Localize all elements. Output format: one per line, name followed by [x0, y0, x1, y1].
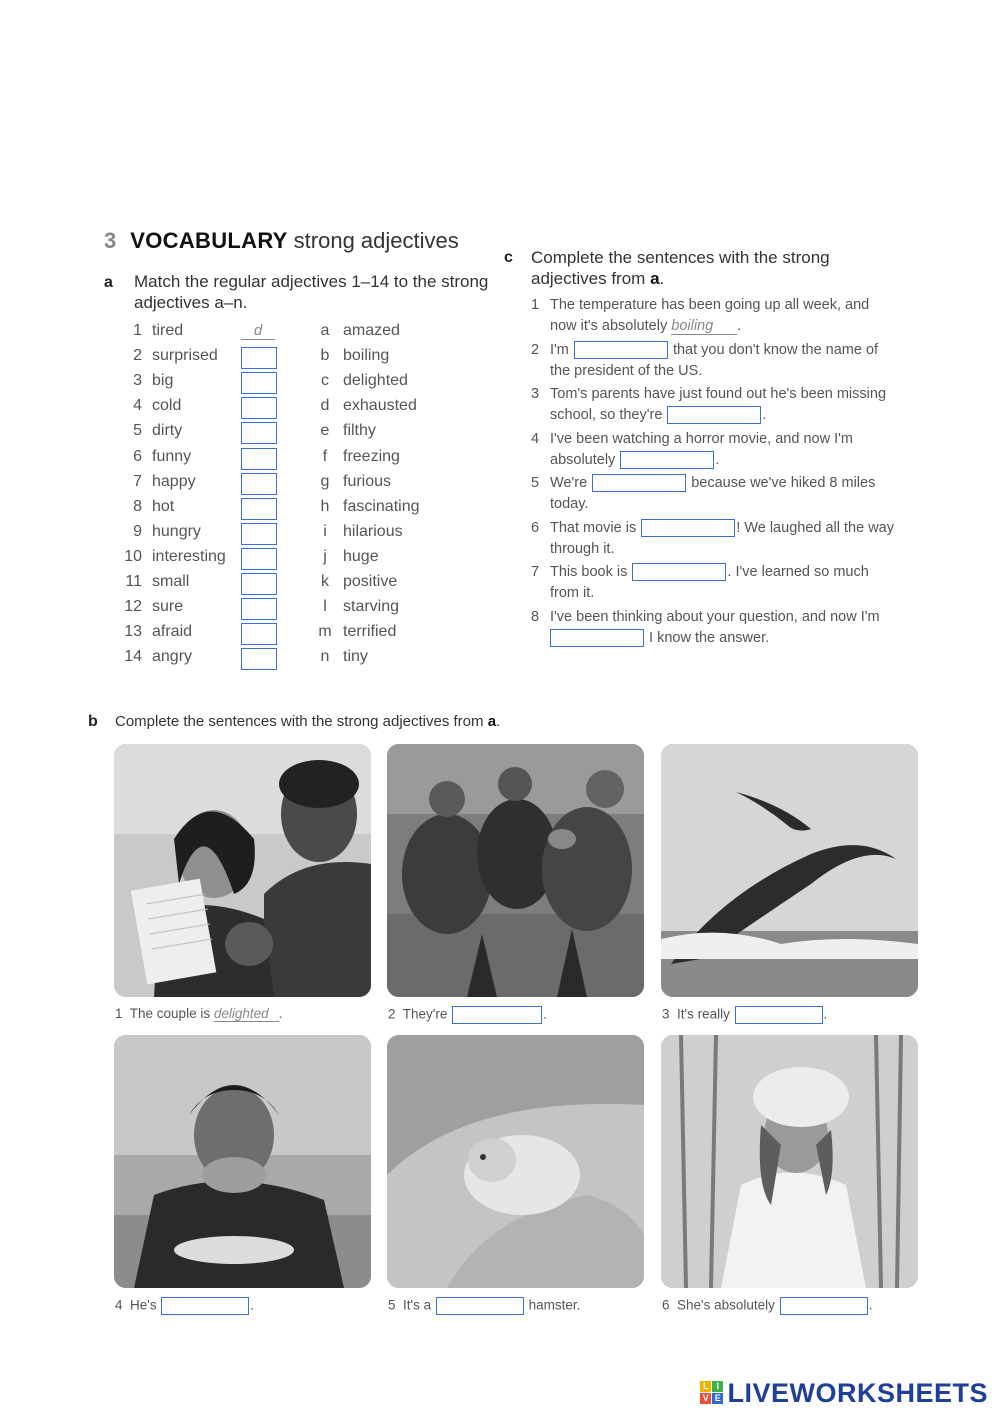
strong-letter: g: [320, 472, 330, 490]
strong-letter: d: [320, 397, 330, 415]
b-caption-3: 3 It's really .: [662, 1006, 827, 1024]
strong-letter: b: [320, 347, 330, 365]
strong-adjective: freezing: [343, 447, 400, 465]
strong-adjective: amazed: [343, 322, 400, 339]
photo-happy-couple: [114, 744, 371, 997]
c-answer-box-4[interactable]: [620, 451, 714, 469]
b-caption-2: 2 They're .: [388, 1006, 547, 1024]
strong-letter: e: [320, 422, 330, 440]
match-answer-box[interactable]: [241, 648, 277, 670]
match-row: [122, 322, 442, 347]
regular-number: 8: [133, 497, 142, 515]
match-row: [122, 473, 442, 498]
photo-freezing-woman: [661, 1035, 918, 1288]
strong-letter: n: [320, 648, 330, 666]
regular-number: 1: [133, 322, 142, 339]
match-answer-box[interactable]: [241, 448, 277, 470]
photo-hungry-man: [114, 1035, 371, 1288]
regular-number: 10: [124, 547, 142, 565]
regular-number: 14: [124, 648, 142, 666]
c-answer-box-8[interactable]: [550, 629, 644, 647]
section-number: 3: [104, 228, 117, 253]
strong-adjective: starving: [343, 598, 400, 616]
c-sentence-1: 1 The temperature has been going up all week, and now it's absolutely boiling .: [531, 297, 870, 334]
regular-number: 5: [133, 422, 142, 440]
photo-tiny-hamster: [387, 1035, 644, 1288]
c-sentence-7: 7 This book is . I've learned so much from it.: [531, 564, 869, 601]
b-caption-5: 5 It's a hamster.: [388, 1297, 580, 1315]
part-b-letter: b: [88, 713, 98, 730]
part-c-letter: c: [504, 249, 513, 266]
match-answer-box[interactable]: [241, 573, 277, 595]
section-title: VOCABULARY: [130, 228, 288, 253]
b-caption-1: 1 The couple is delighted .: [115, 1006, 283, 1021]
strong-adjective: furious: [343, 472, 392, 490]
c-sentence-2: 2 I'm that you don't know the name of the president of the US.: [531, 342, 879, 379]
strong-letter: j: [323, 547, 327, 565]
strong-adjective: positive: [343, 573, 398, 590]
match-row: [122, 422, 442, 447]
match-row: [122, 523, 442, 548]
regular-adjective: hungry: [152, 522, 201, 540]
strong-adjective: boiling: [343, 347, 390, 365]
regular-number: 12: [124, 598, 142, 616]
match-answer-box[interactable]: [241, 623, 277, 645]
b-example-answer: delighted: [214, 1006, 279, 1022]
part-c-instruction: Complete the sentences with the strong adjectives from a.: [531, 248, 830, 288]
strong-letter: c: [321, 372, 329, 390]
regular-number: 4: [133, 397, 142, 415]
match-answer-box[interactable]: [241, 372, 277, 394]
c-sentence-5: 5 We're because we've hiked 8 miles today.: [531, 475, 876, 512]
regular-adjective: cold: [152, 397, 182, 415]
match-row: [122, 548, 442, 573]
c-sentence-4: 4 I've been watching a horror movie, and now I'm absolutely .: [531, 431, 853, 468]
match-row: [122, 623, 442, 648]
b-answer-box-6[interactable]: [780, 1297, 868, 1315]
c-sentence-3: 3 Tom's parents have just found out he's been missing school, so they're .: [531, 386, 887, 423]
photo-muddy-rugby: [387, 744, 644, 997]
strong-letter: l: [323, 598, 327, 616]
regular-adjective: interesting: [152, 547, 226, 565]
strong-letter: i: [323, 522, 327, 540]
b-answer-box-2[interactable]: [452, 1006, 542, 1024]
regular-adjective: hot: [152, 497, 175, 515]
match-answer-box[interactable]: [241, 548, 277, 570]
b-answer-box-4[interactable]: [161, 1297, 249, 1315]
strong-letter: h: [320, 497, 330, 515]
regular-number: 6: [133, 447, 142, 465]
b-answer-box-5[interactable]: [436, 1297, 524, 1315]
regular-adjective: dirty: [152, 422, 183, 440]
regular-number: 11: [125, 573, 142, 590]
match-answer-box[interactable]: [241, 498, 277, 520]
c-answer-box-2[interactable]: [574, 341, 668, 359]
regular-adjective: sure: [152, 598, 184, 616]
match-answer-box[interactable]: [241, 397, 277, 419]
match-answer-box[interactable]: [241, 523, 277, 545]
strong-adjective: tiny: [343, 648, 368, 666]
regular-number: 13: [124, 623, 142, 641]
strong-adjective: filthy: [343, 422, 376, 440]
match-row: [122, 573, 442, 598]
regular-number: 2: [133, 347, 142, 365]
b-caption-4: 4 He's .: [115, 1297, 254, 1315]
match-answer-box[interactable]: [241, 422, 277, 444]
liveworksheets-logo: L I V E LIVEWORKSHEETS: [700, 1378, 988, 1409]
match-row: [122, 498, 442, 523]
match-answer-box[interactable]: [241, 347, 277, 369]
c-answer-box-3[interactable]: [667, 406, 761, 424]
match-row: [122, 397, 442, 422]
photo-breaching-whale: [661, 744, 918, 997]
strong-adjective: hilarious: [343, 522, 403, 540]
c-sentence-8: 8 I've been thinking about your question, and now I'm I know the answer.: [531, 609, 880, 646]
match-answer-box[interactable]: [241, 598, 277, 620]
strong-letter: f: [322, 447, 328, 465]
section-heading: [104, 228, 459, 254]
c-answer-box-7[interactable]: [632, 563, 726, 581]
regular-adjective: happy: [152, 472, 196, 490]
c-sentence-6: 6 That movie is ! We laughed all the way through it.: [531, 520, 894, 557]
strong-letter: m: [318, 623, 332, 641]
part-b-instruction: Complete the sentences with the strong adjectives from a.: [115, 713, 501, 730]
match-row: [122, 448, 442, 473]
regular-adjective: tired: [152, 322, 184, 339]
strong-letter: a: [320, 322, 330, 339]
section-subtitle: strong adjectives: [293, 228, 459, 253]
regular-number: 3: [133, 372, 142, 390]
match-row: [122, 598, 442, 623]
strong-adjective: delighted: [343, 372, 408, 390]
regular-number: 9: [133, 522, 142, 540]
b-answer-box-3[interactable]: [735, 1006, 823, 1024]
a-example-answer: d: [241, 322, 275, 340]
strong-adjective: exhausted: [343, 397, 417, 415]
regular-adjective: small: [152, 573, 190, 590]
regular-number: 7: [133, 472, 142, 490]
match-answer-box[interactable]: [241, 473, 277, 495]
match-row: [122, 372, 442, 397]
strong-adjective: terrified: [343, 623, 397, 641]
regular-adjective: big: [152, 372, 174, 390]
regular-adjective: funny: [152, 447, 192, 465]
part-a-letter: a: [104, 274, 113, 291]
b-caption-6: 6 She's absolutely .: [662, 1297, 872, 1315]
regular-adjective: surprised: [152, 347, 218, 365]
part-a-instruction: Match the regular adjectives 1–14 to the strong adjectives a–n.: [134, 272, 489, 312]
regular-adjective: afraid: [152, 623, 193, 641]
strong-adjective: fascinating: [343, 497, 420, 515]
match-row: [122, 648, 442, 673]
match-row: [122, 347, 442, 372]
regular-adjective: angry: [152, 648, 193, 666]
c-answer-box-5[interactable]: [592, 474, 686, 492]
strong-letter: k: [321, 573, 329, 590]
c-example-answer: boiling: [671, 318, 737, 335]
liveworksheets-logo-icon: L I V E: [700, 1381, 724, 1405]
c-answer-box-6[interactable]: [641, 519, 735, 537]
strong-adjective: huge: [343, 547, 379, 565]
